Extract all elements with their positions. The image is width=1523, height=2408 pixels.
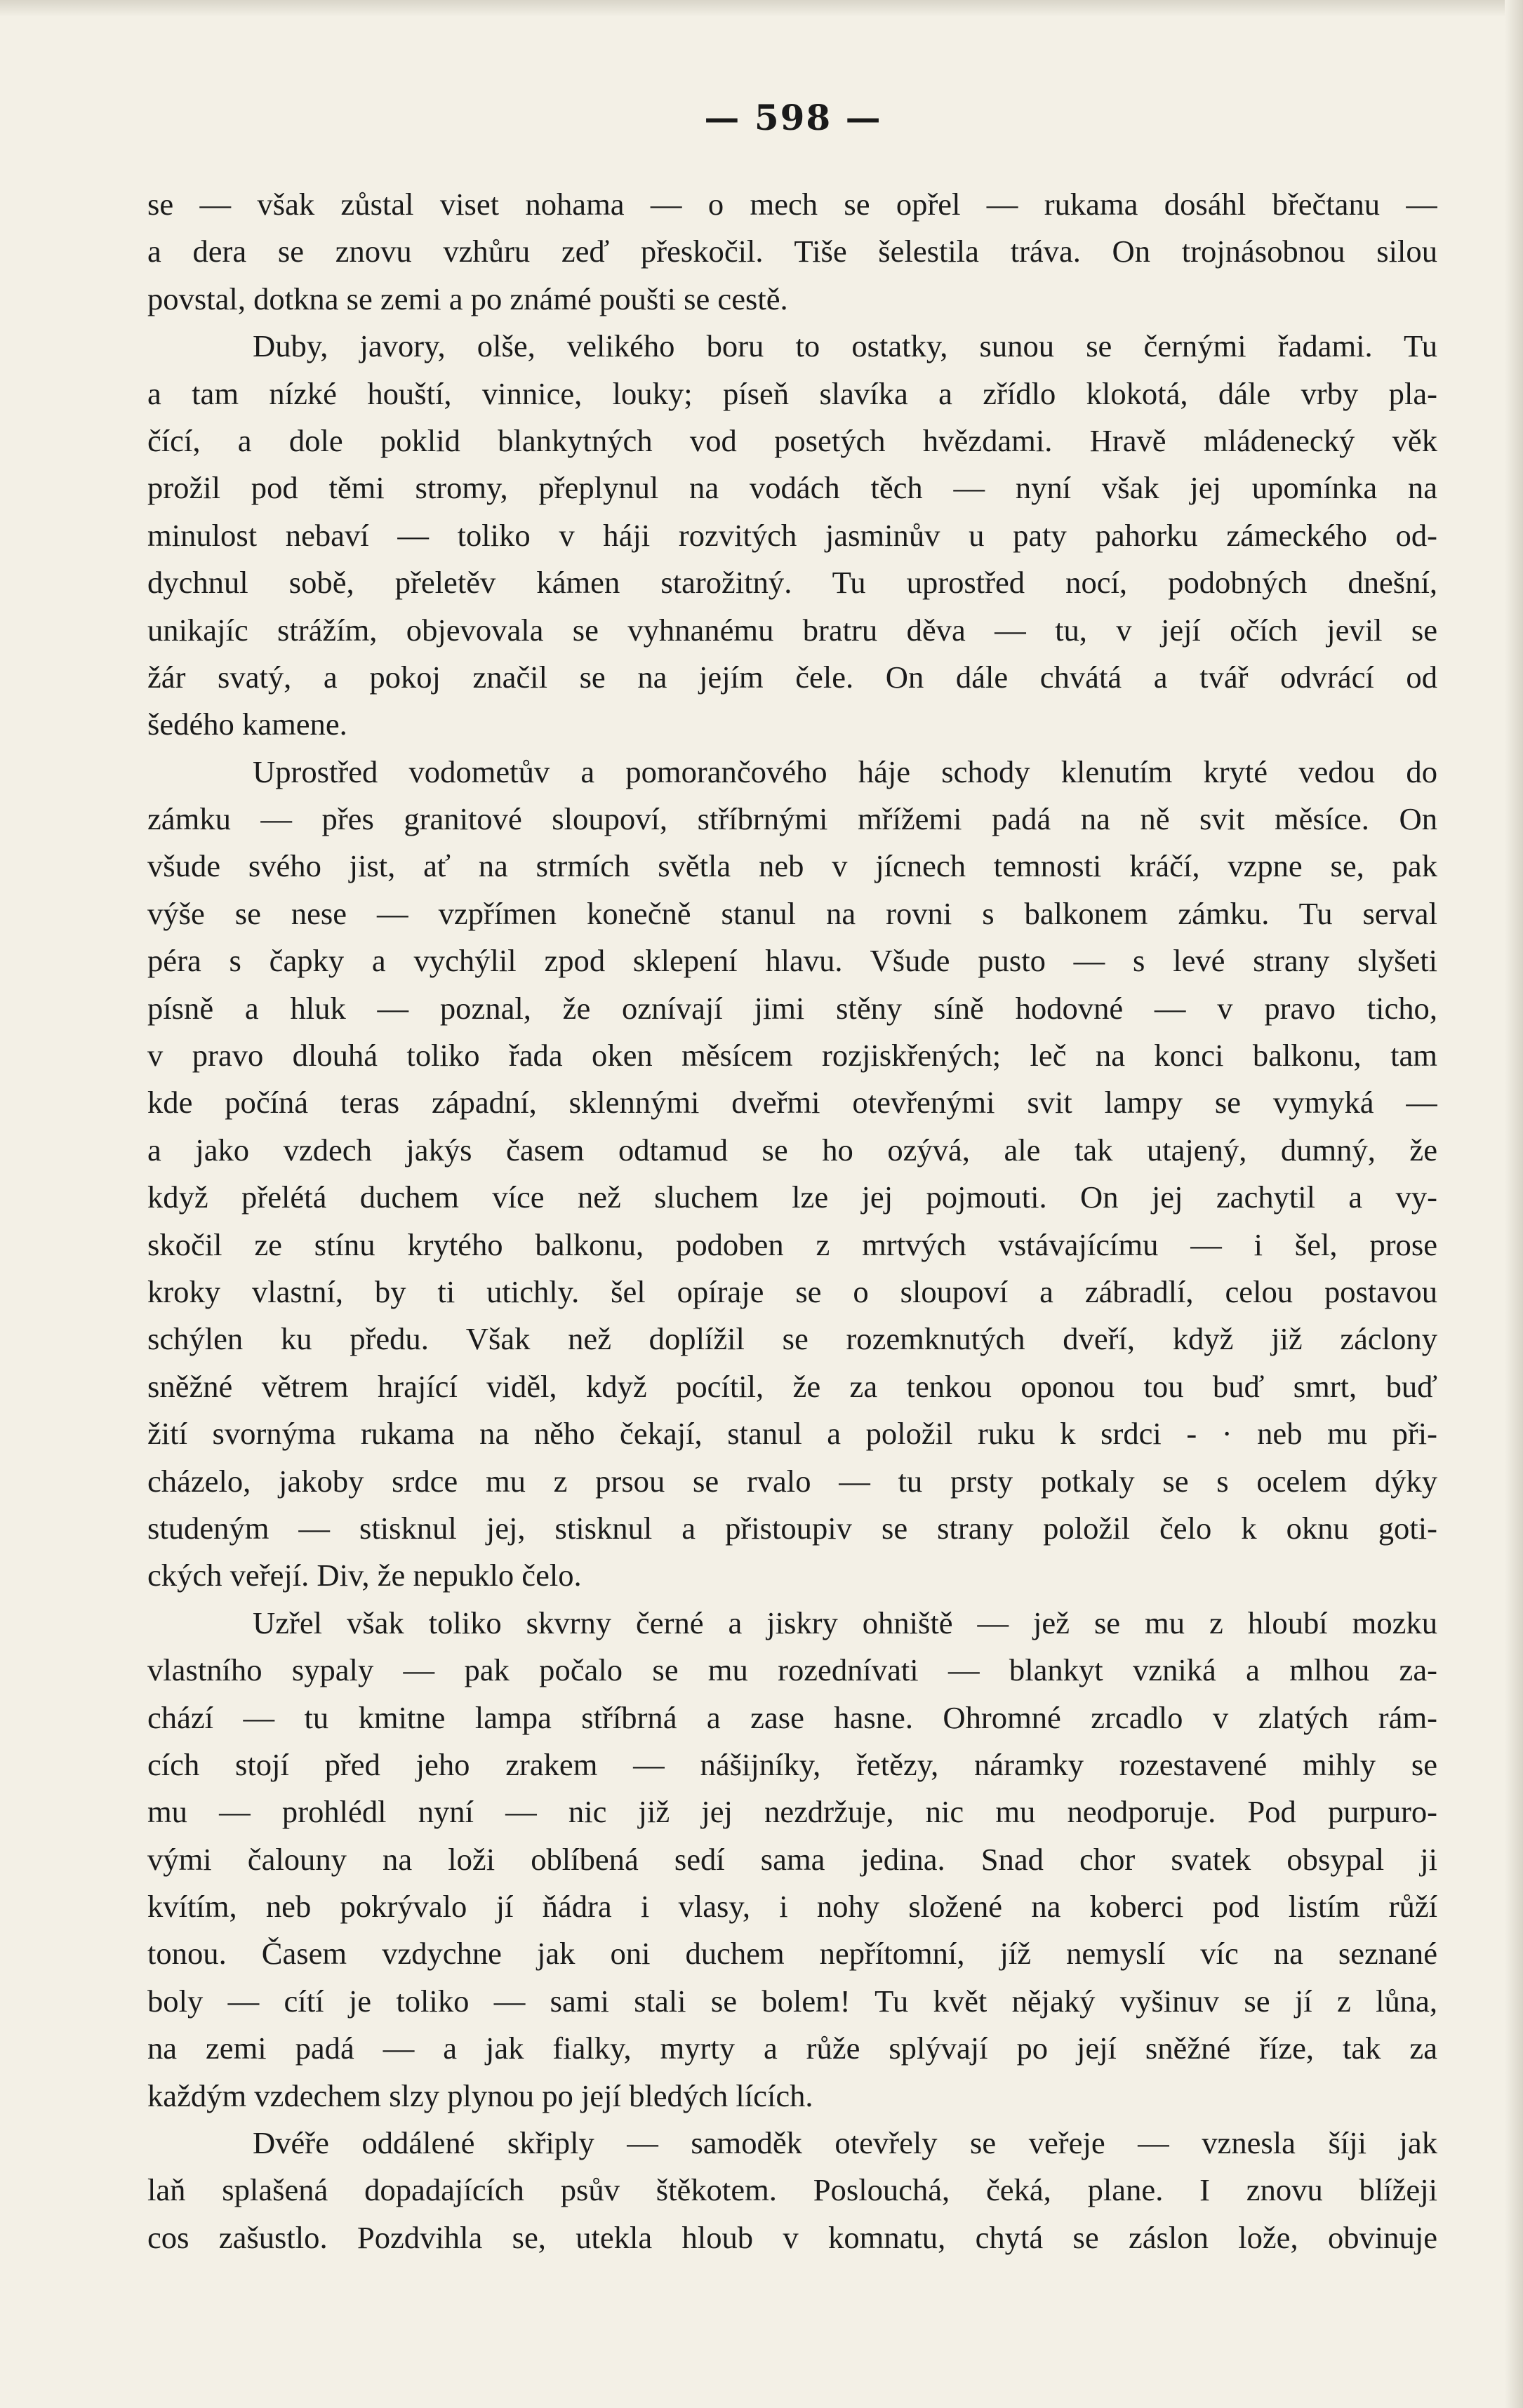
text-line: unikajíc strážím, objevovala se vyhnanému bratru děva — tu, v její očích jevil se — [147, 612, 1437, 648]
text-line: schýlen ku předu. Však než doplížil se rozemknutých dveří, když již záclony — [147, 1321, 1437, 1357]
text-line: a jako vzdech jakýs časem odtamud se ho ozývá, ale tak utajený, dumný, že — [147, 1132, 1437, 1168]
page-top-edge — [0, 0, 1523, 17]
text-line: cházelo, jakoby srdce mu z prsou se rvalo — tu prsty potkaly se s ocelem dýky — [147, 1463, 1437, 1499]
text-line: žití svornýma rukama na něho čekají, stanul a položil ruku k srdci - · neb mu při- — [147, 1416, 1437, 1452]
text-line: výše se nese — vzpřímen konečně stanul na rovni s balkonem zámku. Tu serval — [147, 895, 1437, 931]
text-line: zámku — přes granitové sloupoví, stříbrnými mřížemi padá na ně svit měsíce. On — [147, 801, 1437, 837]
page-number: — 598 — — [704, 97, 882, 138]
text-line: když přelétá duchem více než sluchem lze jej pojmouti. On jej zachytil a vy- — [147, 1179, 1437, 1215]
text-line: vlastního sypaly — pak počalo se mu rozednívati — blankyt vzniká a mlhou za- — [147, 1652, 1437, 1688]
text-line: laň splašená dopadajících psův štěkotem. Poslouchá, čeká, plane. I znovu blížeji — [147, 2172, 1437, 2208]
text-line: kde počíná teras západní, sklennými dveřmi otevřenými svit lampy se vymyká — — [147, 1085, 1437, 1121]
text-line: povstal, dotkna se zemi a po známé poušti se cestě. — [147, 281, 788, 316]
text-body — [147, 181, 1437, 2261]
text-line: v pravo dlouhá toliko řada oken měsícem rozjiskřených; leč na konci balkonu, tam — [147, 1038, 1437, 1073]
text-line: cos zašustlo. Pozdvihla se, utekla hloub v komnatu, chytá se záslon lože, obvinuje — [147, 2219, 1437, 2255]
text-line: čící, a dole poklid blankytných vod posetých hvězdami. Hravě mládenecký věk — [147, 422, 1437, 458]
text-line: Dvéře oddálené skřiply — samoděk otevřely se veřeje — vznesla šíji jak — [253, 2125, 1437, 2161]
text-line: tonou. Časem vzdychne jak oni duchem nepřítomní, jíž nemyslí víc na seznané — [147, 1936, 1437, 1972]
text-line: péra s čapky a vychýlil zpod sklepení hlavu. Všude pusto — s levé strany slyšeti — [147, 943, 1437, 979]
text-line: skočil ze stínu krytého balkonu, podoben z mrtvých vstávajícímu — i šel, prose — [147, 1226, 1437, 1262]
text-line: kroky vlastní, by ti utichly. šel opíraje se o sloupoví a zábradlí, celou postavou — [147, 1273, 1437, 1309]
text-line: Uprostřed vodometův a pomorančového háje schody klenutím kryté vedou do — [253, 754, 1437, 789]
text-line: kvítím, neb pokrývalo jí ňádra i vlasy, i nohy složené na koberci pod listím růží — [147, 1889, 1437, 1925]
text-line: chází — tu kmitne lampa stříbrná a zase hasne. Ohromné zrcadlo v zlatých rám- — [147, 1699, 1437, 1735]
text-line: na zemi padá — a jak fialky, myrty a růže splývají po její sněžné říze, tak za — [147, 2031, 1437, 2066]
text-line: žár svatý, a pokoj značil se na jejím čele. On dále chvátá a tvář odvrácí od — [147, 659, 1437, 695]
text-line: studeným — stisknul jej, stisknul a přistoupiv se strany položil čelo k oknu goti- — [147, 1510, 1437, 1546]
text-line: šedého kamene. — [147, 707, 347, 742]
text-line: minulost nebaví — toliko v háji rozvitých jasminův u paty pahorku zámeckého od- — [147, 517, 1437, 553]
text-line: a tam nízké houští, vinnice, louky; píseň slavíka a zřídlo klokotá, dále vrby pla- — [147, 375, 1437, 411]
text-line: všude svého jist, ať na strmích světla neb v jícnech temnosti kráčí, vzpne se, pak — [147, 848, 1437, 884]
text-line: sněžné větrem hrající viděl, když pocítil, že za tenkou oponou tou buď smrt, buď — [147, 1368, 1437, 1404]
text-line: cích stojí před jeho zrakem — nášijníky, řetězy, náramky rozestavené mihly se — [147, 1746, 1437, 1782]
text-line: prožil pod těmi stromy, přeplynul na vodách těch — nyní však jej upomínka na — [147, 470, 1437, 506]
text-line: ckých veřejí. Div, že nepuklo čelo. — [147, 1558, 582, 1593]
text-line: Duby, javory, olše, velikého boru to ostatky, sunou se černými řadami. Tu — [253, 328, 1437, 364]
text-line: boly — cítí je toliko — sami stali se bolem! Tu květ nějaký vyšinuv se jí z lůna, — [147, 1983, 1437, 2019]
text-line: Uzřel však toliko skvrny černé a jiskry ohniště — jež se mu z hloubí mozku — [253, 1605, 1437, 1640]
text-line: a dera se znovu vzhůru zeď přeskočil. Tiše šelestila tráva. On trojnásobnou silou — [147, 234, 1437, 269]
text-line: dychnul sobě, přeletěv kámen starožitný. Tu uprostřed nocí, podobných dnešní, — [147, 565, 1437, 601]
text-line: vými čalouny na loži oblíbená sedí sama jedina. Snad chor svatek obsypal ji — [147, 1841, 1437, 1877]
text-line: písně a hluk — poznal, že oznívají jimi stěny síně hodovné — v pravo ticho, — [147, 990, 1437, 1026]
text-line: mu — prohlédl nyní — nic již jej nezdržuje, nic mu neodporuje. Pod purpuro- — [147, 1794, 1437, 1830]
text-line: každým vzdechem slzy plynou po její bledých lících. — [147, 2078, 813, 2113]
text-line: se — však zůstal viset nohama — o mech se opřel — rukama dosáhl břečtanu — — [147, 187, 1437, 222]
page-right-edge — [1505, 0, 1523, 2408]
